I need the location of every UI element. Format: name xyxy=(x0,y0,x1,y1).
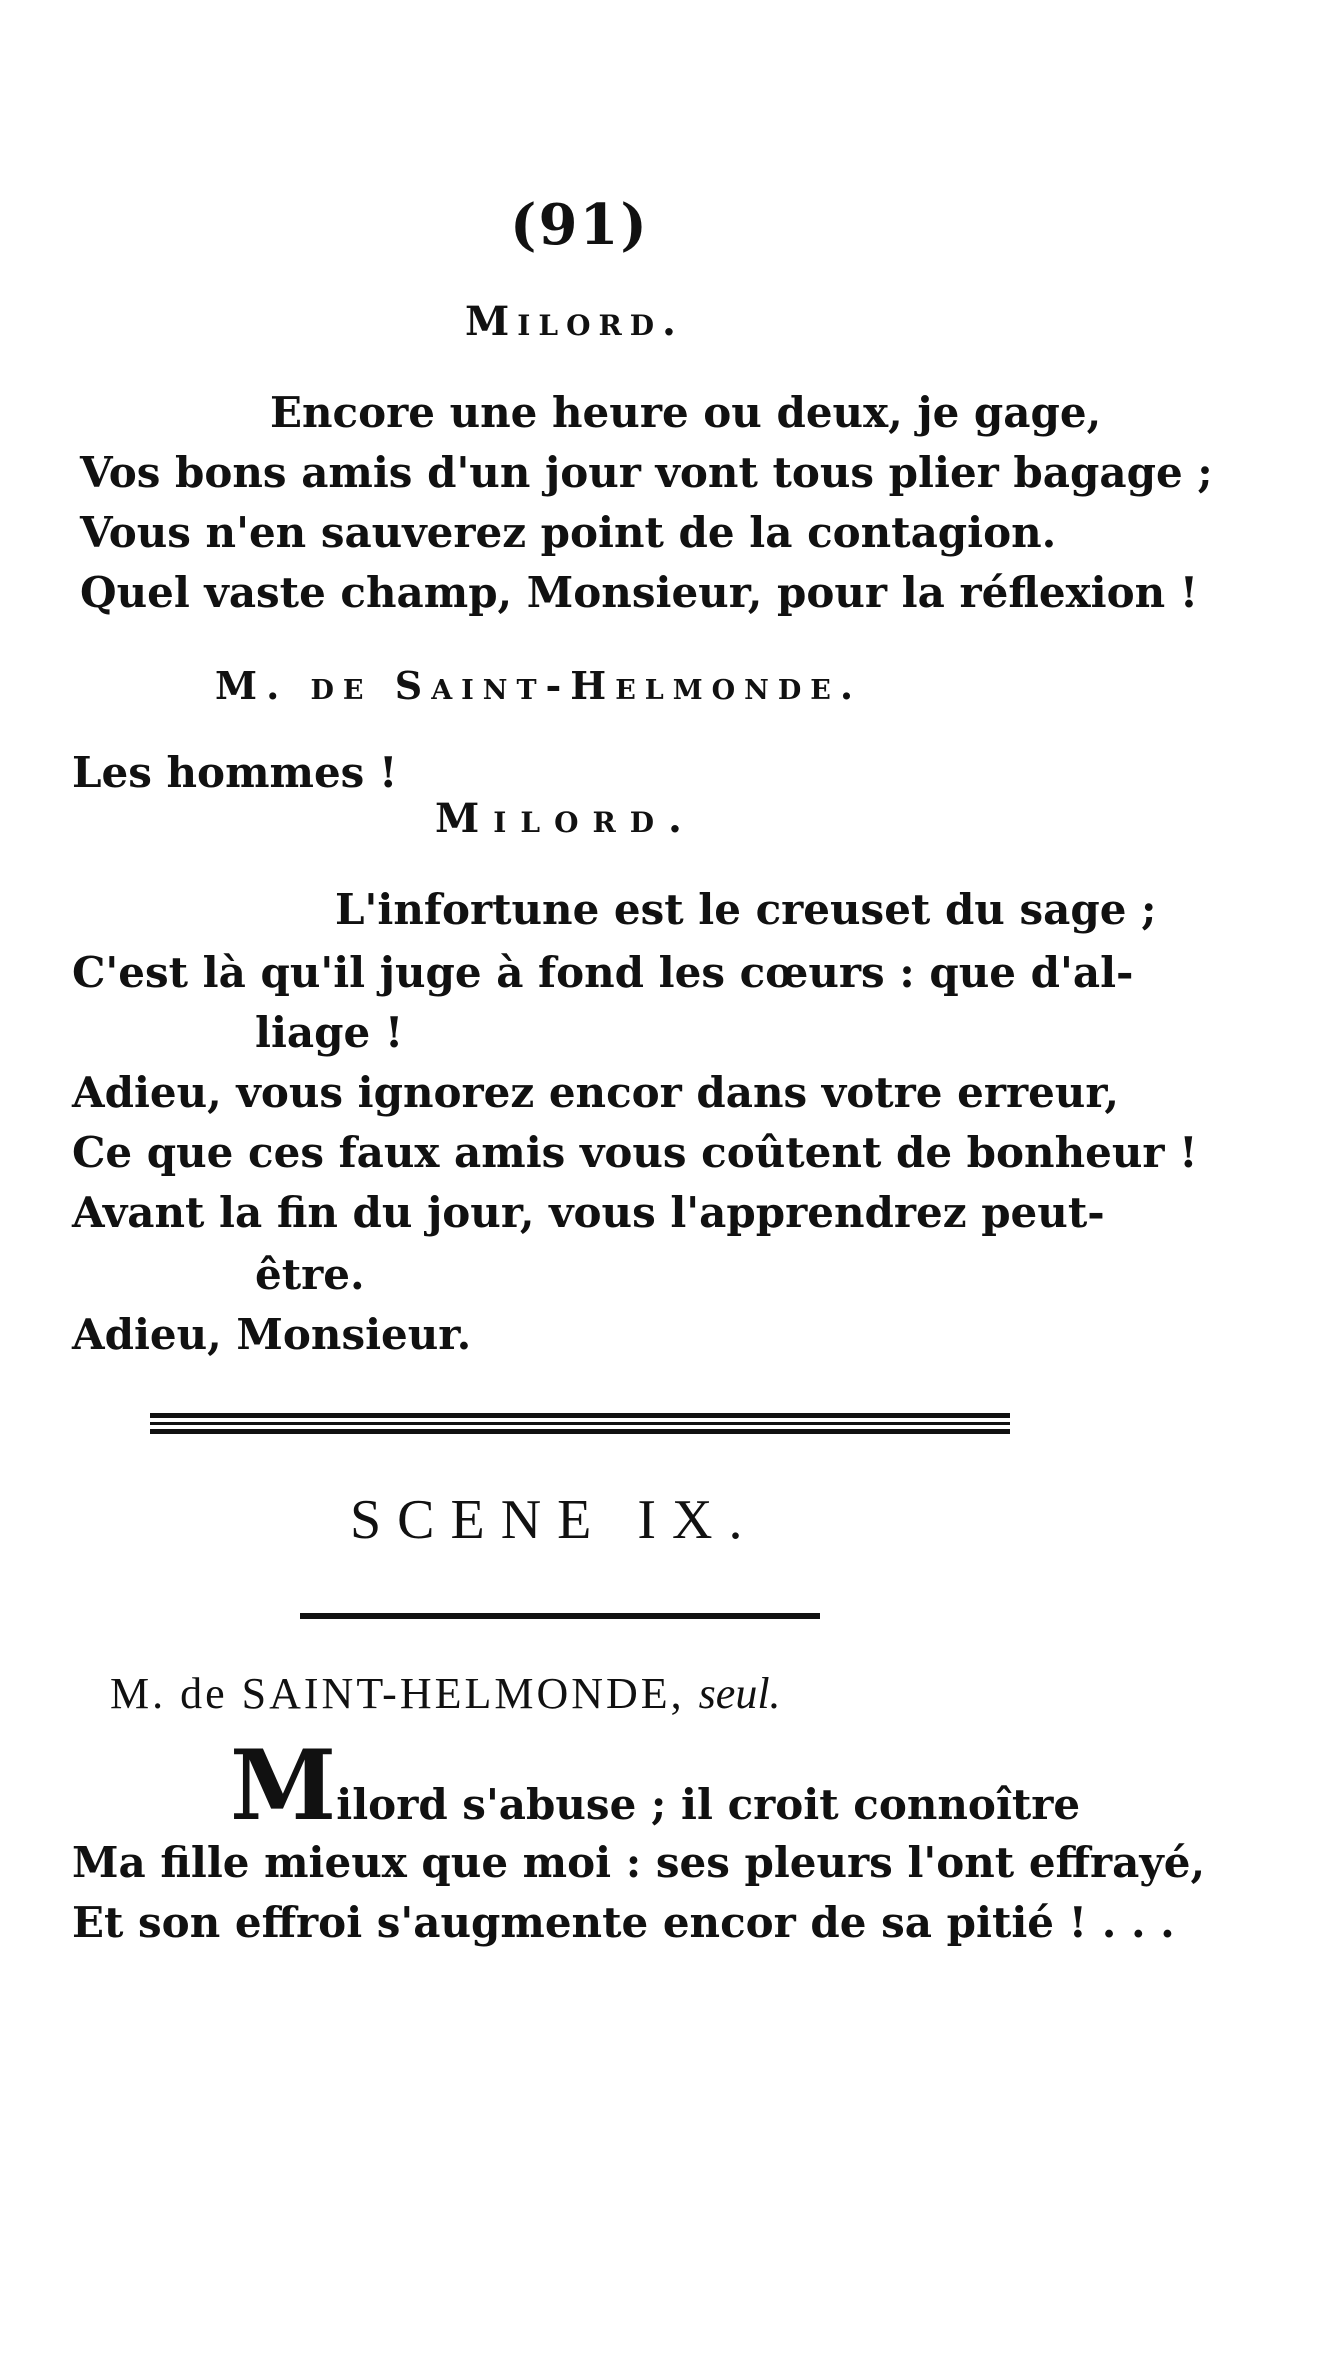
verse-line: Les hommes ! xyxy=(72,748,398,797)
verse-line: C'est là qu'il juge à fond les cœurs : que d'al- xyxy=(72,948,1134,997)
scene-speaker: M. de SAINT-HELMONDE, xyxy=(110,1669,685,1718)
verse-line: liage ! xyxy=(255,1008,404,1057)
scene-title: SCENE IX. xyxy=(350,1489,759,1551)
verse-line: Encore une heure ou deux, je gage, xyxy=(270,388,1102,437)
page-number: (91) xyxy=(510,192,649,258)
drop-cap: M xyxy=(230,1729,337,1842)
speaker-milord: Milord. xyxy=(435,795,696,842)
verse-line: L'infortune est le creuset du sage ; xyxy=(335,885,1157,934)
verse-line: Adieu, vous ignorez encor dans votre erreur, xyxy=(72,1068,1120,1117)
verse-line: Avant la fin du jour, vous l'apprendrez peut- xyxy=(72,1188,1105,1237)
stage-direction: seul. xyxy=(698,1669,781,1718)
verse-line: Et son effroi s'augmente encor de sa pitié ! . . . xyxy=(72,1898,1175,1947)
speaker-milord: Milord. xyxy=(465,298,684,345)
verse-line: Vous n'en sauverez point de la contagion. xyxy=(80,508,1057,557)
first-line-rest: ilord s'abuse ; il croit connoître xyxy=(336,1780,1081,1829)
ornamental-rule xyxy=(150,1410,1010,1436)
verse-line: Quel vaste champ, Monsieur, pour la réflexion ! xyxy=(80,568,1199,617)
verse-line: Ce que ces faux amis vous coûtent de bonheur ! xyxy=(72,1128,1198,1177)
verse-line: Ma fille mieux que moi : ses pleurs l'ont effrayé, xyxy=(72,1838,1206,1887)
scene-speaker-line xyxy=(110,1668,781,1719)
speaker-saint-helmonde: M. de Saint-Helmonde. xyxy=(215,663,863,708)
scene-rule xyxy=(300,1613,820,1619)
verse-line: être. xyxy=(255,1250,365,1299)
verse-line: Vos bons amis d'un jour vont tous plier bagage ; xyxy=(80,448,1213,497)
scene-first-line xyxy=(230,1729,1081,1842)
verse-line: Adieu, Monsieur. xyxy=(72,1310,472,1359)
